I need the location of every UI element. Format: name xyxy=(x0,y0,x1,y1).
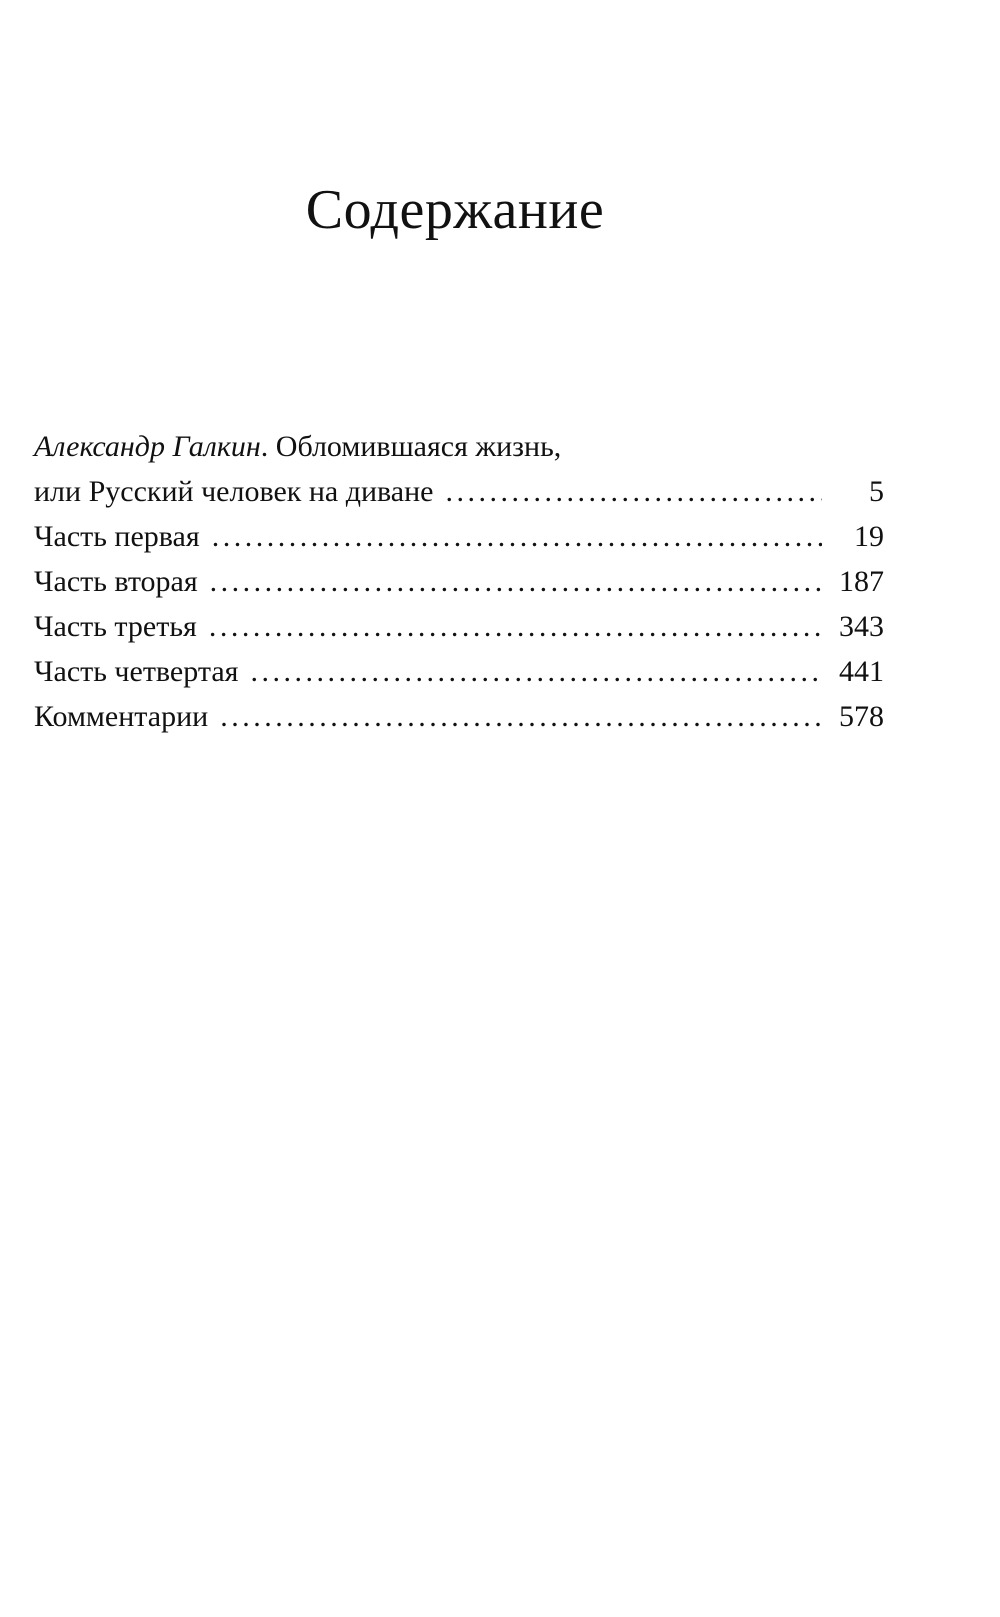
toc-entry-title-line2-row xyxy=(34,469,884,514)
toc-entry-page-number: 5 xyxy=(869,475,884,508)
toc-entry-title-line1 xyxy=(34,424,884,469)
toc-entry-part-one xyxy=(34,514,884,559)
toc-entry-introduction xyxy=(34,424,884,514)
page-title: Содержание xyxy=(305,179,605,241)
toc-entry-author: Александр Галкин xyxy=(34,430,261,463)
toc-entry-title-part1: . Обломившаяся жизнь, xyxy=(260,430,562,463)
dot-leader xyxy=(445,469,822,514)
toc-entry-label: Часть третья xyxy=(34,610,197,643)
toc-entry-page-number: 441 xyxy=(839,655,884,688)
toc-entry-page-number: 187 xyxy=(839,565,884,598)
toc-entry-part-two xyxy=(34,559,884,604)
dot-leader xyxy=(210,559,822,604)
dot-leader xyxy=(220,694,822,739)
dot-leader xyxy=(212,514,822,559)
toc-entry-label: Часть первая xyxy=(34,520,200,553)
toc-entry-label: Комментарии xyxy=(34,700,209,733)
dot-leader xyxy=(250,649,822,694)
dot-leader xyxy=(209,604,822,649)
toc-entry-part-four xyxy=(34,649,884,694)
toc-entry-title-part2: или Русский человек на диване xyxy=(34,475,434,508)
toc-entry-part-three xyxy=(34,604,884,649)
toc-entry-page-number: 578 xyxy=(839,700,884,733)
toc-entry-label: Часть вторая xyxy=(34,565,198,598)
toc-entry-page-number: 19 xyxy=(854,520,884,553)
toc-entry-page-number: 343 xyxy=(839,610,884,643)
table-of-contents xyxy=(34,424,884,739)
toc-entry-commentary xyxy=(34,694,884,739)
toc-entry-label: Часть четвертая xyxy=(34,655,239,688)
